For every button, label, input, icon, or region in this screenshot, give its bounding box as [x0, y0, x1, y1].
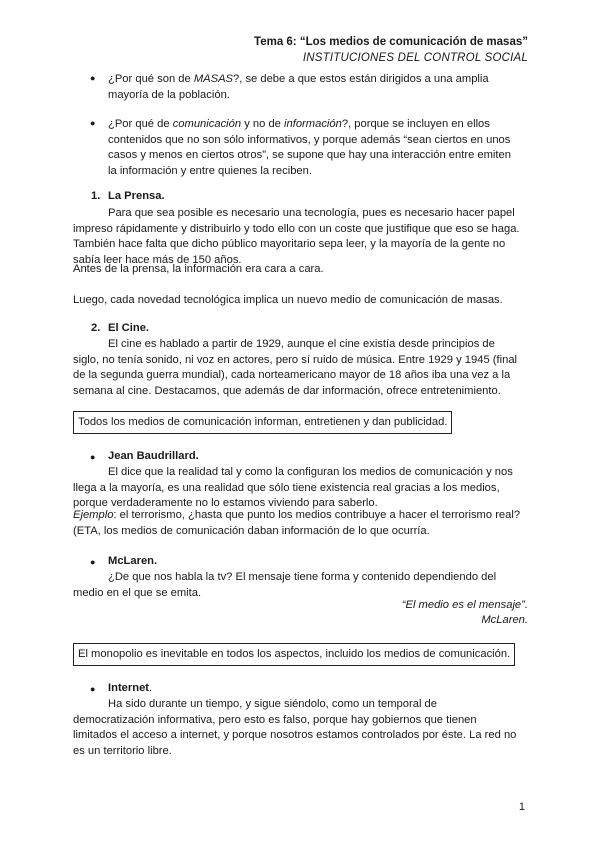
bullet-icon: ●: [90, 684, 96, 694]
paragraph: Luego, cada novedad tecnológica implica un nuevo medio de comunicación de masas.: [73, 294, 503, 306]
bullet-icon: ●: [90, 118, 96, 128]
quote-author: McLaren.: [481, 614, 528, 626]
section-heading-cine: El Cine.: [108, 322, 150, 334]
highlight-box: Todos los medios de comunicación informan, entretienen y dan publicidad.: [73, 411, 452, 434]
paragraph: Ha sido durante un tiempo, y sigue siéndolo, como un temporal de democratización informativa, pero esto es falso, porque hay gobiernos que tienen limitados el acceso a internet, y porque nosotros estamos controlados por éste. La red no es un territorio libre.: [73, 698, 517, 757]
highlight-box: El monopolio es inevitable en todos los aspectos, incluido los medios de comunicación.: [73, 643, 515, 666]
section-heading-mclaren: McLaren.: [108, 555, 158, 567]
paragraph: Para que sea posible es necesario una tecnología, pues es necesario hacer papel impreso rápidamente y distribuirlo y todo ello con un coste que justifique que eso se haga. También hace falta que dicho público mayoritario sepa leer, y la mayoría de la gente no sabía leer hace más de 150 años.: [73, 207, 520, 266]
section-heading-prensa: La Prensa.: [108, 190, 165, 202]
paragraph: ¿De que nos habla la tv? El mensaje tiene forma y contenido dependiendo del medio en el que se emita.: [73, 571, 497, 599]
paragraph: Antes de la prensa, la información era cara a cara.: [73, 263, 324, 275]
quote-text: “El medio es el mensaje”.: [401, 599, 528, 611]
bullet-icon: ●: [90, 452, 96, 462]
section-number: 1.: [91, 190, 101, 202]
document-header-subtitle: INSTITUCIONES DEL CONTROL SOCIAL: [302, 52, 528, 64]
document-header-title: Tema 6: “Los medios de comunicación de masas”: [254, 36, 528, 48]
example-paragraph: Ejemplo: el terrorismo, ¿hasta que punto los medios contribuye a hacer el terrorismo real? (ETA, los medios de comunicación daban información de lo que ocurría.: [73, 509, 521, 537]
section-number: 2.: [91, 322, 101, 334]
section-heading-baudrillard: Jean Baudrillard.: [108, 450, 199, 462]
paragraph: El dice que la realidad tal y como la configuran los medios de comunicación y nos llega a la mayoría, es una realidad que sólo tiene existencia real gracias a los medios, porque verdaderamente no lo estamos viviendo para saberlo.: [73, 466, 513, 510]
paragraph: El cine es hablado a partir de 1929, aunque el cine existía desde principios de siglo, no tenía sonido, ni voz en actores, pero sí ruido de música. Entre 1929 y 1945 (final de la segunda guerra mundial), cada norteamericano mayor de 18 años iba una vez a la semana al cine. Destacamos, que además de dar información, ofrece entretenimiento.: [73, 338, 518, 397]
page-number: 1: [518, 801, 525, 813]
bullet-text: ¿Por qué de comunicación y no de información?, porque se incluyen en ellos contenidos que no son sólo informativos, y porque además “sean ciertos en unos casos y menos en ciertos otros”, se supone que hay una interacción entre emiten la información y entre quienes la reciben.: [108, 118, 511, 177]
bullet-icon: ●: [90, 557, 96, 567]
bullet-icon: ●: [90, 73, 96, 83]
section-heading-internet: Internet.: [108, 682, 153, 694]
bullet-text: ¿Por qué son de MASAS?, se debe a que estos están dirigidos a una amplia mayoría de la población.: [108, 73, 489, 101]
